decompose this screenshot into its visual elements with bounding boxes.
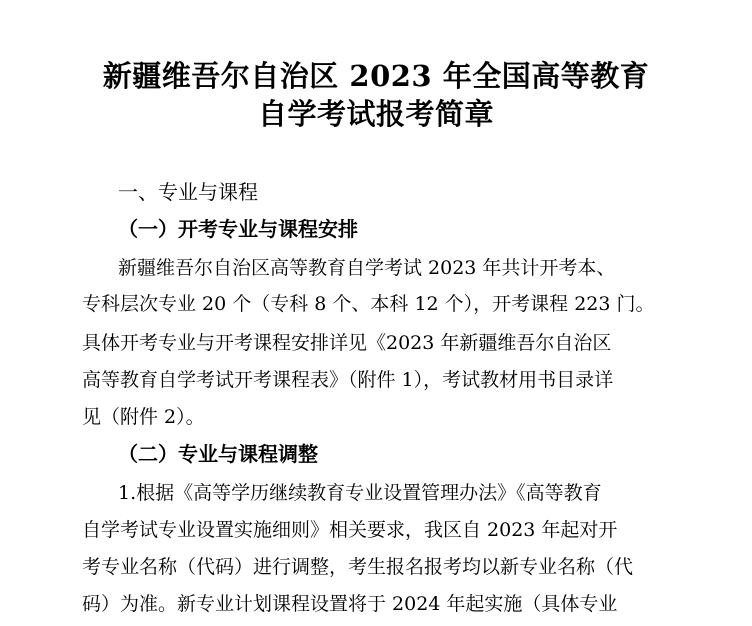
- paragraph-line: 高等教育自学考试开考课程表》（附件 1），考试教材用书目录详: [82, 369, 614, 391]
- paragraph-line: 新疆维吾尔自治区高等教育自学考试 2023 年共计开考本、: [118, 257, 616, 279]
- paragraph-line: 码）为准。新专业计划课程设置将于 2024 年起实施（具体专业: [82, 593, 618, 615]
- subsection-heading-1: （一）开考专业与课程安排: [118, 217, 358, 241]
- paragraph-line: 考专业名称（代码）进行调整，考生报名报考均以新专业名称（代: [82, 556, 634, 578]
- paragraph-line: 自学考试专业设置实施细则》相关要求，我区自 2023 年起对开: [82, 519, 618, 541]
- section-heading-1: 一、专业与课程: [118, 180, 258, 204]
- subsection-heading-2: （二）专业与课程调整: [118, 442, 318, 466]
- paragraph-line: 1.根据《高等学历继续教育专业设置管理办法》《高等教育: [118, 482, 602, 504]
- document-title-line-1: 新疆维吾尔自治区 2023 年全国高等教育: [102, 59, 650, 93]
- paragraph-line: 专科层次专业 20 个（专科 8 个、本科 12 个），开考课程 223 门。: [82, 293, 655, 315]
- document-title-line-2: 自学考试报考简章: [257, 97, 494, 131]
- paragraph-line: 具体开考专业与开考课程安排详见《2023 年新疆维吾尔自治区: [82, 332, 612, 354]
- paragraph-line: 见（附件 2）。: [82, 406, 205, 428]
